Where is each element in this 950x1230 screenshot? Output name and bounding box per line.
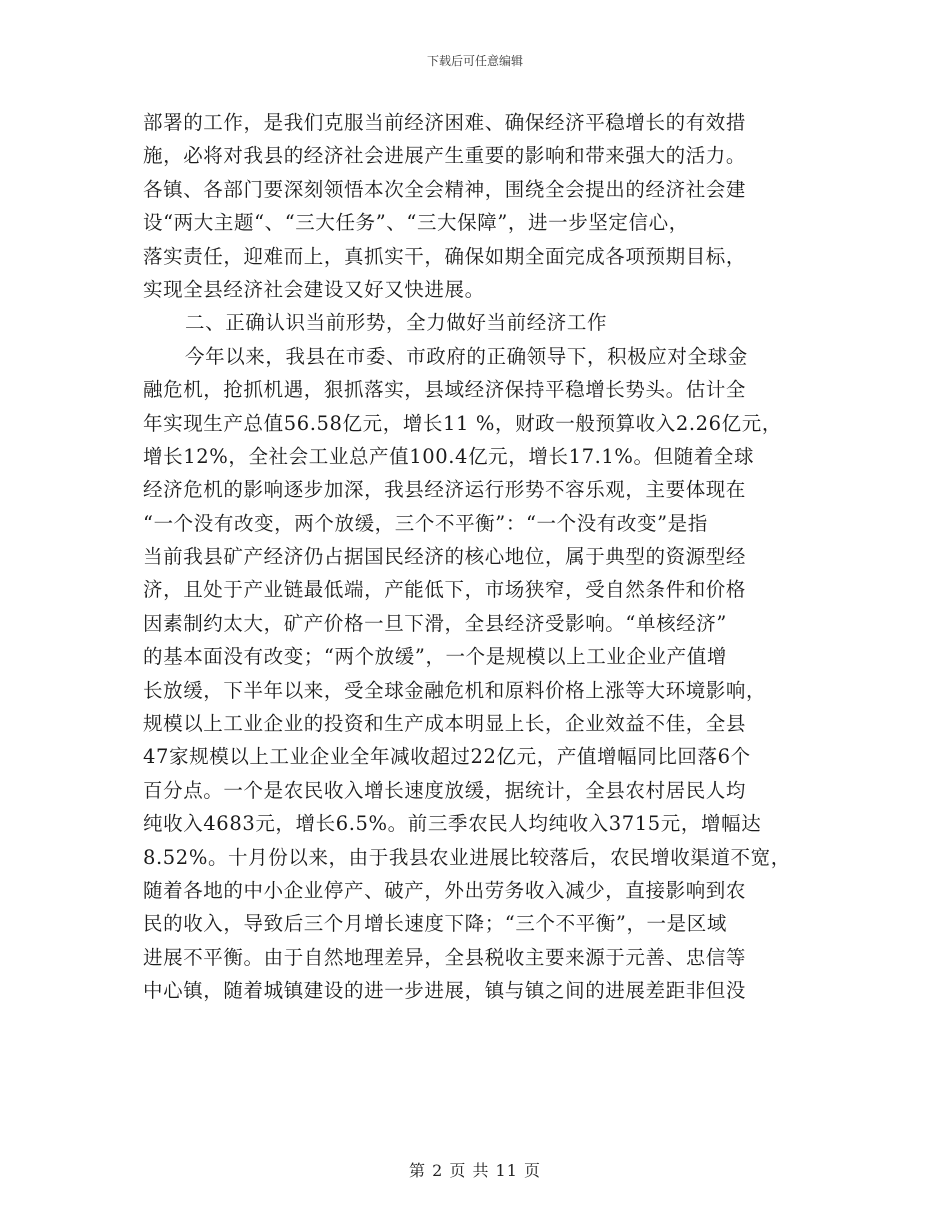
text-line: 济，且处于产业链最低端，产能低下，市场狭窄，受自然条件和价格 bbox=[143, 578, 747, 602]
text-line: 经济危机的影响逐步加深，我县经济运行形势不容乐观，主要体现在 bbox=[143, 478, 747, 502]
text-line: “一个没有改变，两个放缓，三个不平衡”：“一个没有改变”是指 bbox=[143, 511, 708, 535]
text-line: 落实责任，迎难而上，真抓实干，确保如期全面完成各项预期目标， bbox=[143, 244, 747, 268]
text-line: 长放缓，下半年以来，受全球金融危机和原料价格上涨等大环境影响， bbox=[143, 678, 767, 702]
text-line: 各镇、各部门要深刻领悟本次全会精神，围绕全会提出的经济社会建 bbox=[143, 177, 747, 201]
text-line: 的基本面没有改变；“两个放缓”，一个是规模以上工业企业产值增 bbox=[143, 645, 727, 669]
text-line: 二、正确认识当前形势，全力做好当前经济工作 bbox=[185, 311, 608, 335]
text-line: 年实现生产总值56.58亿元，增长11 %，财政一般预算收入2.26亿元， bbox=[143, 411, 782, 435]
text-line: 因素制约太大，矿产价格一旦下滑，全县经济受影响。“单核经济” bbox=[143, 611, 727, 635]
text-line: 施，必将对我县的经济社会进展产生重要的影响和带来强大的活力。 bbox=[143, 144, 747, 168]
text-line: 设“两大主题“、“三大任务”、“三大保障”，进一步坚定信心， bbox=[143, 211, 689, 235]
text-line: 增长12%，全社会工业总产值100.4亿元，增长17.1%。但随着全球 bbox=[143, 444, 755, 468]
document-body bbox=[143, 106, 813, 1008]
text-line: 百分点。一个是农民收入增长速度放缓，据统计，全县农村居民人均 bbox=[143, 778, 747, 802]
text-line: 规模以上工业企业的投资和生产成本明显上长，企业效益不佳，全县 bbox=[143, 712, 747, 736]
text-line: 今年以来，我县在市委、市政府的正确领导下，积极应对全球金 bbox=[185, 344, 748, 368]
text-line: 民的收入，导致后三个月增长速度下降；“三个不平衡”，一是区域 bbox=[143, 912, 727, 936]
text-line: 融危机，抢抓机遇，狠抓落实，县域经济保持平稳增长势头。估计全 bbox=[143, 378, 747, 402]
text-line: 当前我县矿产经济仍占据国民经济的核心地位，属于典型的资源型经 bbox=[143, 545, 747, 569]
page-footer: 第 2 页 共 11 页 bbox=[409, 1161, 541, 1180]
text-line: 部署的工作，是我们克服当前经济困难、确保经济平稳增长的有效措 bbox=[143, 111, 747, 134]
text-line: 实现全县经济社会建设又好又快进展。 bbox=[143, 277, 485, 301]
text-line: 随着各地的中小企业停产、破产，外出劳务收入减少，直接影响到农 bbox=[143, 878, 747, 902]
text-line: 中心镇，随着城镇建设的进一步进展，镇与镇之间的进展差距非但没 bbox=[143, 979, 747, 1003]
text-line: 47家规模以上工业企业全年减收超过22亿元，产值增幅同比回落6个 bbox=[143, 745, 751, 769]
text-line: 纯收入4683元，增长6.5%。前三季农民人均纯收入3715元，增幅达 bbox=[143, 812, 762, 836]
page-header: 下载后可任意编辑 bbox=[426, 54, 523, 68]
text-line: 8.52%。十月份以来，由于我县农业进展比较落后，农民增收渠道不宽， bbox=[143, 845, 791, 869]
text-line: 进展不平衡。由于自然地理差异，全县税收主要来源于元善、忠信等 bbox=[143, 945, 747, 969]
